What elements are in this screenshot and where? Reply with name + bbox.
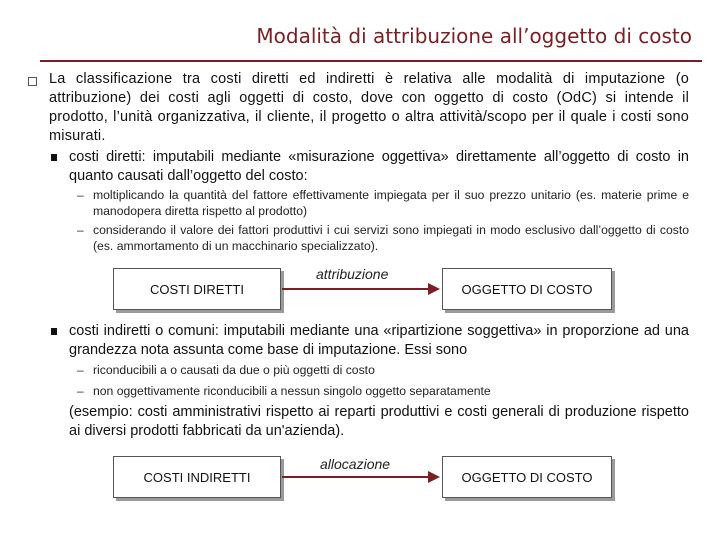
indirect-costs-box [113, 456, 281, 498]
direct-costs-box [113, 268, 281, 310]
cost-object-box-label: OGGETTO DI COSTO [461, 281, 593, 297]
cost-object-box-direct [442, 268, 612, 310]
title-divider [40, 60, 702, 62]
square-bullet-icon [51, 154, 57, 161]
cost-object-box-label: OGGETTO DI COSTO [461, 469, 593, 485]
hollow-square-bullet-icon [28, 77, 37, 86]
direct-costs-box-label: COSTI DIRETTI [150, 281, 244, 297]
direct-costs-paragraph: costi diretti: imputabili mediante «misurazione oggettiva» direttamente all’oggetto di costo in quanto causati dall’oggetto del costo: [69, 149, 689, 184]
square-bullet-icon [51, 328, 57, 335]
direct-item-1: moltiplicando la quantità del fattore effettivamente impiegata per il suo prezzo unitario (es. materie prime e manodopera diretta rispetto al prodotto) [93, 188, 689, 218]
slide-title: Modalità di attribuzione all’oggetto di costo [256, 24, 692, 48]
dash-bullet-icon: – [77, 363, 84, 377]
attribution-arrow-icon [282, 283, 442, 295]
indirect-costs-paragraph: costi indiretti o comuni: imputabili mediante una «ripartizione soggettiva» in proporzione ad una grandezza nota assunta come base di imputazione. Essi sono [69, 323, 689, 358]
dash-bullet-icon: – [77, 188, 84, 202]
attribution-arrow-label: attribuzione [316, 266, 389, 282]
indirect-example-paragraph: (esempio: costi amministrativi rispetto ai reparti produttivi e costi generali di produzione rispetto ai diversi prodotti fabbricati da un'azienda). [69, 404, 689, 439]
indirect-item-1: riconducibili a o causati da due o più oggetti di costo [93, 363, 375, 377]
direct-item-2: considerando il valore dei fattori produttivi i cui servizi sono impiegati in modo esclusivo dall’oggetto di costo (es. ammortamento di un macchinario specializzato). [93, 223, 689, 253]
cost-object-box-indirect [442, 456, 612, 498]
intro-paragraph: La classificazione tra costi diretti ed indiretti è relativa alle modalità di imputazione (o attribuzione) dei costi agli oggetti di costo, dove con oggetto di costo (OdC) si intende il prodotto, l’unità organizzativa, il cliente, il progetto o altra attività/scopo per il quale i costi sono misurati. [49, 71, 689, 144]
indirect-item-2: non oggettivamente riconducibili a nessun singolo oggetto separatamente [93, 384, 491, 398]
allocation-arrow-label: allocazione [320, 456, 391, 472]
dash-bullet-icon: – [77, 223, 84, 237]
allocation-arrow-icon [282, 471, 442, 483]
indirect-costs-box-label: COSTI INDIRETTI [143, 469, 251, 485]
dash-bullet-icon: – [77, 384, 84, 398]
